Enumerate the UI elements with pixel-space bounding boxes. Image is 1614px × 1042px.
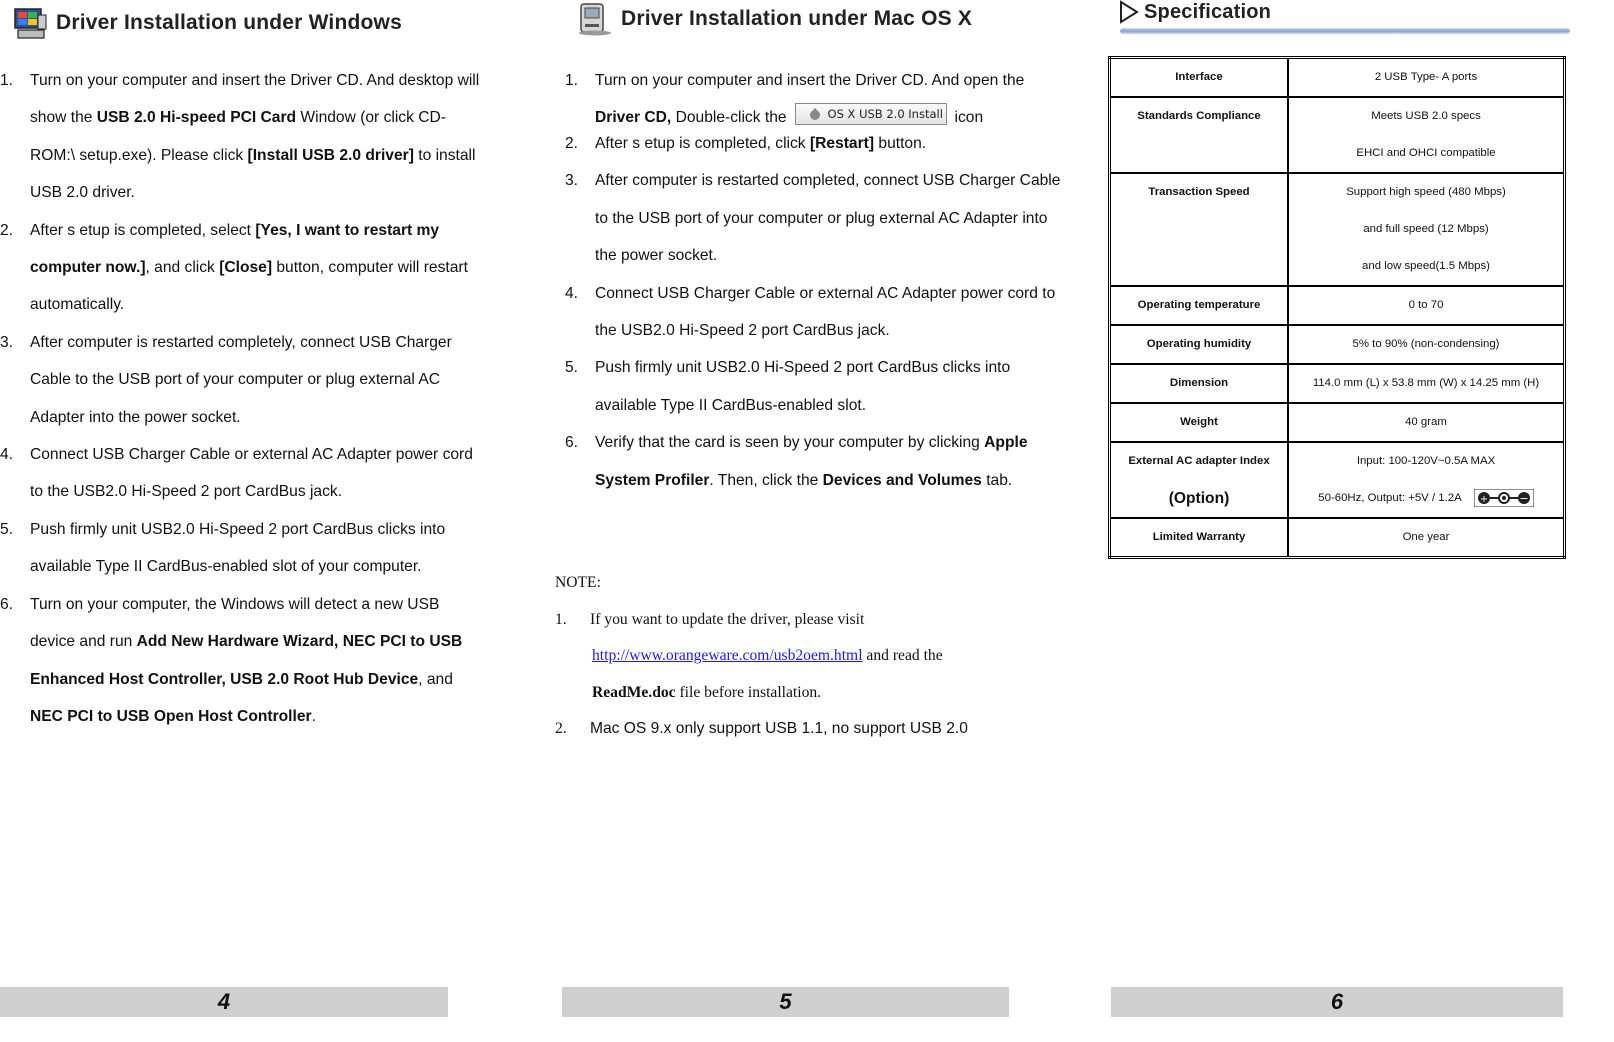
spec-key — [1110, 518, 1289, 558]
step-text: Turn on your computer, the Windows will detect a new USB device and run — [30, 595, 440, 651]
spec-key — [1110, 97, 1289, 173]
step-bold-text: Devices and Volumes — [822, 471, 982, 489]
svg-text:+: + — [1479, 493, 1488, 505]
note-text: and read the — [862, 647, 943, 664]
windows-step-2 — [0, 212, 480, 324]
spec-row — [1110, 173, 1565, 286]
os-x-install-button[interactable] — [795, 103, 947, 125]
spec-row — [1110, 364, 1565, 403]
step-number: 4. — [565, 284, 579, 302]
step-text: to install USB 2.0 driver. — [30, 146, 476, 202]
spec-value — [1288, 58, 1565, 98]
step-number: 4. — [0, 446, 14, 464]
step-number: 2. — [0, 221, 14, 239]
spec-key-option: (Option) — [1168, 490, 1230, 507]
step-text: Verify that the card is seen by your computer by clicking — [595, 434, 985, 452]
spec-table — [1108, 56, 1566, 559]
note-readme-line — [555, 675, 1065, 712]
page-number: 4 — [0, 987, 448, 1017]
note-link-line — [555, 638, 1065, 675]
step-bold-text: [Yes, I want to restart my computer now.] — [30, 221, 440, 277]
step-bold-text: [Close] — [219, 259, 273, 277]
step-number: 5. — [0, 520, 14, 538]
step-text: tab. — [981, 471, 1013, 489]
note-number: 1. — [555, 610, 567, 628]
mac-step-5 — [565, 349, 1065, 424]
mac-step-2 — [565, 125, 1065, 162]
step-text: After computer is restarted completely, connect USB Charger Cable to the USB port of your computer or plug external AC Adapter into the power socket. — [30, 333, 452, 426]
step-text: After computer is restarted completed, connect USB Charger Cable to the USB port of your computer or plug external AC Adapter into the power socket. — [595, 172, 1061, 265]
step-number: 3. — [565, 172, 579, 190]
step-text: button, computer will restart automatically. — [30, 259, 468, 314]
step-text: Connect USB Charger Cable or external AC Adapter power cord to the USB2.0 Hi-Speed 2 port CardBus jack. — [595, 284, 1056, 340]
spec-key-text: Operating temperature — [1137, 299, 1261, 311]
step-bold-text: NEC PCI to USB Open Host Controller — [30, 707, 312, 725]
step-text: icon — [954, 109, 984, 127]
step-text: button. — [874, 135, 927, 152]
spec-value-line: 40 gram — [1405, 416, 1447, 428]
windows-step-4 — [0, 436, 480, 511]
page-number: 5 — [562, 987, 1009, 1017]
spec-row — [1110, 403, 1565, 442]
spec-key — [1110, 286, 1289, 325]
spec-value-line: 2 USB Type- A ports — [1374, 71, 1478, 83]
mac-drive-icon — [577, 2, 613, 36]
spec-value-line: and full speed (12 Mbps) — [1363, 223, 1489, 235]
spec-value-line: 50-60Hz, Output: +5V / 1.2A + − — [1289, 480, 1563, 517]
spec-value-line: One year — [1402, 531, 1450, 543]
step-bold-text: Apple System Profiler — [595, 434, 1028, 489]
windows-steps-list — [0, 62, 480, 735]
step-text: . — [311, 707, 316, 725]
step-number: 2. — [565, 135, 579, 152]
windows-computer-icon — [12, 6, 48, 40]
apple-logo-icon — [808, 107, 822, 121]
spec-value-line: EHCI and OHCI compatible — [1356, 147, 1496, 159]
spec-value — [1288, 325, 1565, 364]
step-text: . Then, click the — [709, 471, 823, 489]
step-bold-text: USB 2.0 Hi-speed PCI Card — [96, 109, 297, 127]
mac-steps-list-rest — [565, 125, 1065, 499]
step-text: Connect USB Charger Cable or external AC Adapter power cord to the USB2.0 Hi-Speed 2 port CardBus jack. — [30, 446, 473, 501]
step-number: 6. — [565, 434, 579, 452]
spec-key-text: Standards Compliance — [1137, 110, 1261, 122]
mac-step-3 — [565, 162, 1065, 274]
spec-row — [1110, 286, 1565, 325]
note-block — [555, 565, 1065, 748]
step-number: 3. — [0, 333, 14, 351]
note-number: 2. — [555, 720, 567, 737]
spec-row — [1110, 442, 1565, 518]
step-number: 6. — [0, 595, 14, 613]
step-text: , and click — [145, 259, 220, 277]
mac-step-4 — [565, 275, 1065, 350]
spec-key-text: Operating humidity — [1146, 338, 1252, 350]
spec-row — [1110, 518, 1565, 558]
spec-value — [1288, 173, 1565, 286]
spec-row — [1110, 325, 1565, 364]
mac-title: Driver Installation under Mac OS X — [621, 7, 973, 30]
note-text: file before installation. — [675, 683, 822, 701]
spec-key-text: Limited Warranty — [1152, 531, 1246, 543]
windows-step-5 — [0, 511, 480, 586]
spec-header-bar — [1120, 28, 1570, 34]
spec-key — [1110, 173, 1289, 286]
windows-step-1 — [0, 62, 480, 212]
spec-header — [1118, 0, 1271, 24]
spec-value-line: Input: 100-120V~0.5A MAX — [1356, 455, 1496, 467]
step-number: 1. — [565, 72, 579, 89]
spec-value — [1288, 442, 1565, 518]
orangeware-link[interactable]: http://www.orangeware.com/usb2oem.html — [592, 647, 863, 664]
note-text: Mac OS 9.x only support USB 1.1, no support USB 2.0 — [590, 720, 968, 737]
spec-key — [1110, 58, 1289, 98]
step-number: 5. — [565, 359, 579, 377]
spec-value — [1288, 364, 1565, 403]
spec-value — [1288, 97, 1565, 173]
step-number: 1. — [0, 72, 14, 89]
step-text: Turn on your computer and insert the Driver CD. And desktop will show the — [30, 72, 480, 127]
svg-text:−: − — [1519, 491, 1529, 505]
step-bold-text: Add New Hardware Wizard, NEC PCI to USB Enhanced Host Controller, USB 2.0 Root Hub Device — [30, 633, 463, 688]
spec-value — [1288, 403, 1565, 442]
step-text: Push firmly unit USB2.0 Hi-Speed 2 port CardBus clicks into available Type II CardBus-enabled slot of your computer. — [30, 520, 446, 576]
spec-value-line: 114.0 mm (L) x 53.8 mm (W) x 14.25 mm (H) — [1312, 377, 1540, 389]
step-bold-text: [Install USB 2.0 driver] — [247, 146, 414, 164]
spec-row — [1110, 97, 1565, 173]
note-text: If you want to update the driver, please visit — [590, 610, 865, 628]
spec-value — [1288, 518, 1565, 558]
step-text: , and — [418, 670, 453, 688]
step-text: Double-click the — [671, 109, 787, 127]
os-x-install-label: OS X USB 2.0 Install — [827, 107, 943, 122]
spec-key-text: Dimension — [1169, 377, 1229, 389]
note-heading: NOTE: — [555, 574, 601, 591]
note-item-2 — [555, 711, 1065, 748]
note-item-1 — [555, 602, 1065, 639]
step-bold-text: [Restart] — [809, 135, 875, 152]
step-text: Window (or click CD-ROM:\ setup.exe). Please click — [30, 109, 446, 164]
spec-row — [1110, 58, 1565, 98]
mac-step-6 — [565, 424, 1065, 499]
page-number: 6 — [1111, 987, 1563, 1017]
mac-header — [577, 2, 972, 36]
spec-value — [1288, 286, 1565, 325]
spec-value-line: Support high speed (480 Mbps) — [1346, 186, 1506, 198]
polarity-symbol-icon — [1474, 489, 1534, 507]
spec-value-line: Meets USB 2.0 specs — [1371, 110, 1481, 122]
windows-step-3 — [0, 324, 480, 436]
spec-key — [1110, 442, 1289, 518]
windows-step-6 — [0, 586, 480, 736]
spec-key-text: Transaction Speed — [1148, 186, 1250, 198]
spec-key-text: External AC adapter Index — [1128, 455, 1270, 467]
spec-value-line: 5% to 90% (non-condensing) — [1352, 338, 1500, 350]
windows-title: Driver Installation under Windows — [56, 11, 402, 34]
step-text: Turn on your computer and insert the Driver CD. And open the — [595, 72, 1025, 89]
spec-title: Specification — [1144, 0, 1272, 23]
step-bold-text: Driver CD, — [595, 109, 672, 127]
windows-header — [12, 6, 402, 40]
step-text: After s etup is completed, click — [595, 135, 810, 152]
step-text: Push firmly unit USB2.0 Hi-Speed 2 port CardBus clicks into available Type II CardBus-enabled slot. — [595, 359, 1011, 414]
step-text: After s etup is completed, select — [30, 221, 256, 239]
spec-key-text: Interface — [1175, 71, 1223, 83]
triangle-arrow-icon — [1118, 0, 1140, 24]
spec-key — [1110, 403, 1289, 442]
spec-value-line: 0 to 70 — [1408, 299, 1444, 311]
spec-key-text: Weight — [1180, 416, 1218, 428]
spec-key — [1110, 325, 1289, 364]
spec-key — [1110, 364, 1289, 403]
spec-value-line: and low speed(1.5 Mbps) — [1362, 260, 1490, 272]
readme-filename: ReadMe.doc — [592, 683, 676, 701]
